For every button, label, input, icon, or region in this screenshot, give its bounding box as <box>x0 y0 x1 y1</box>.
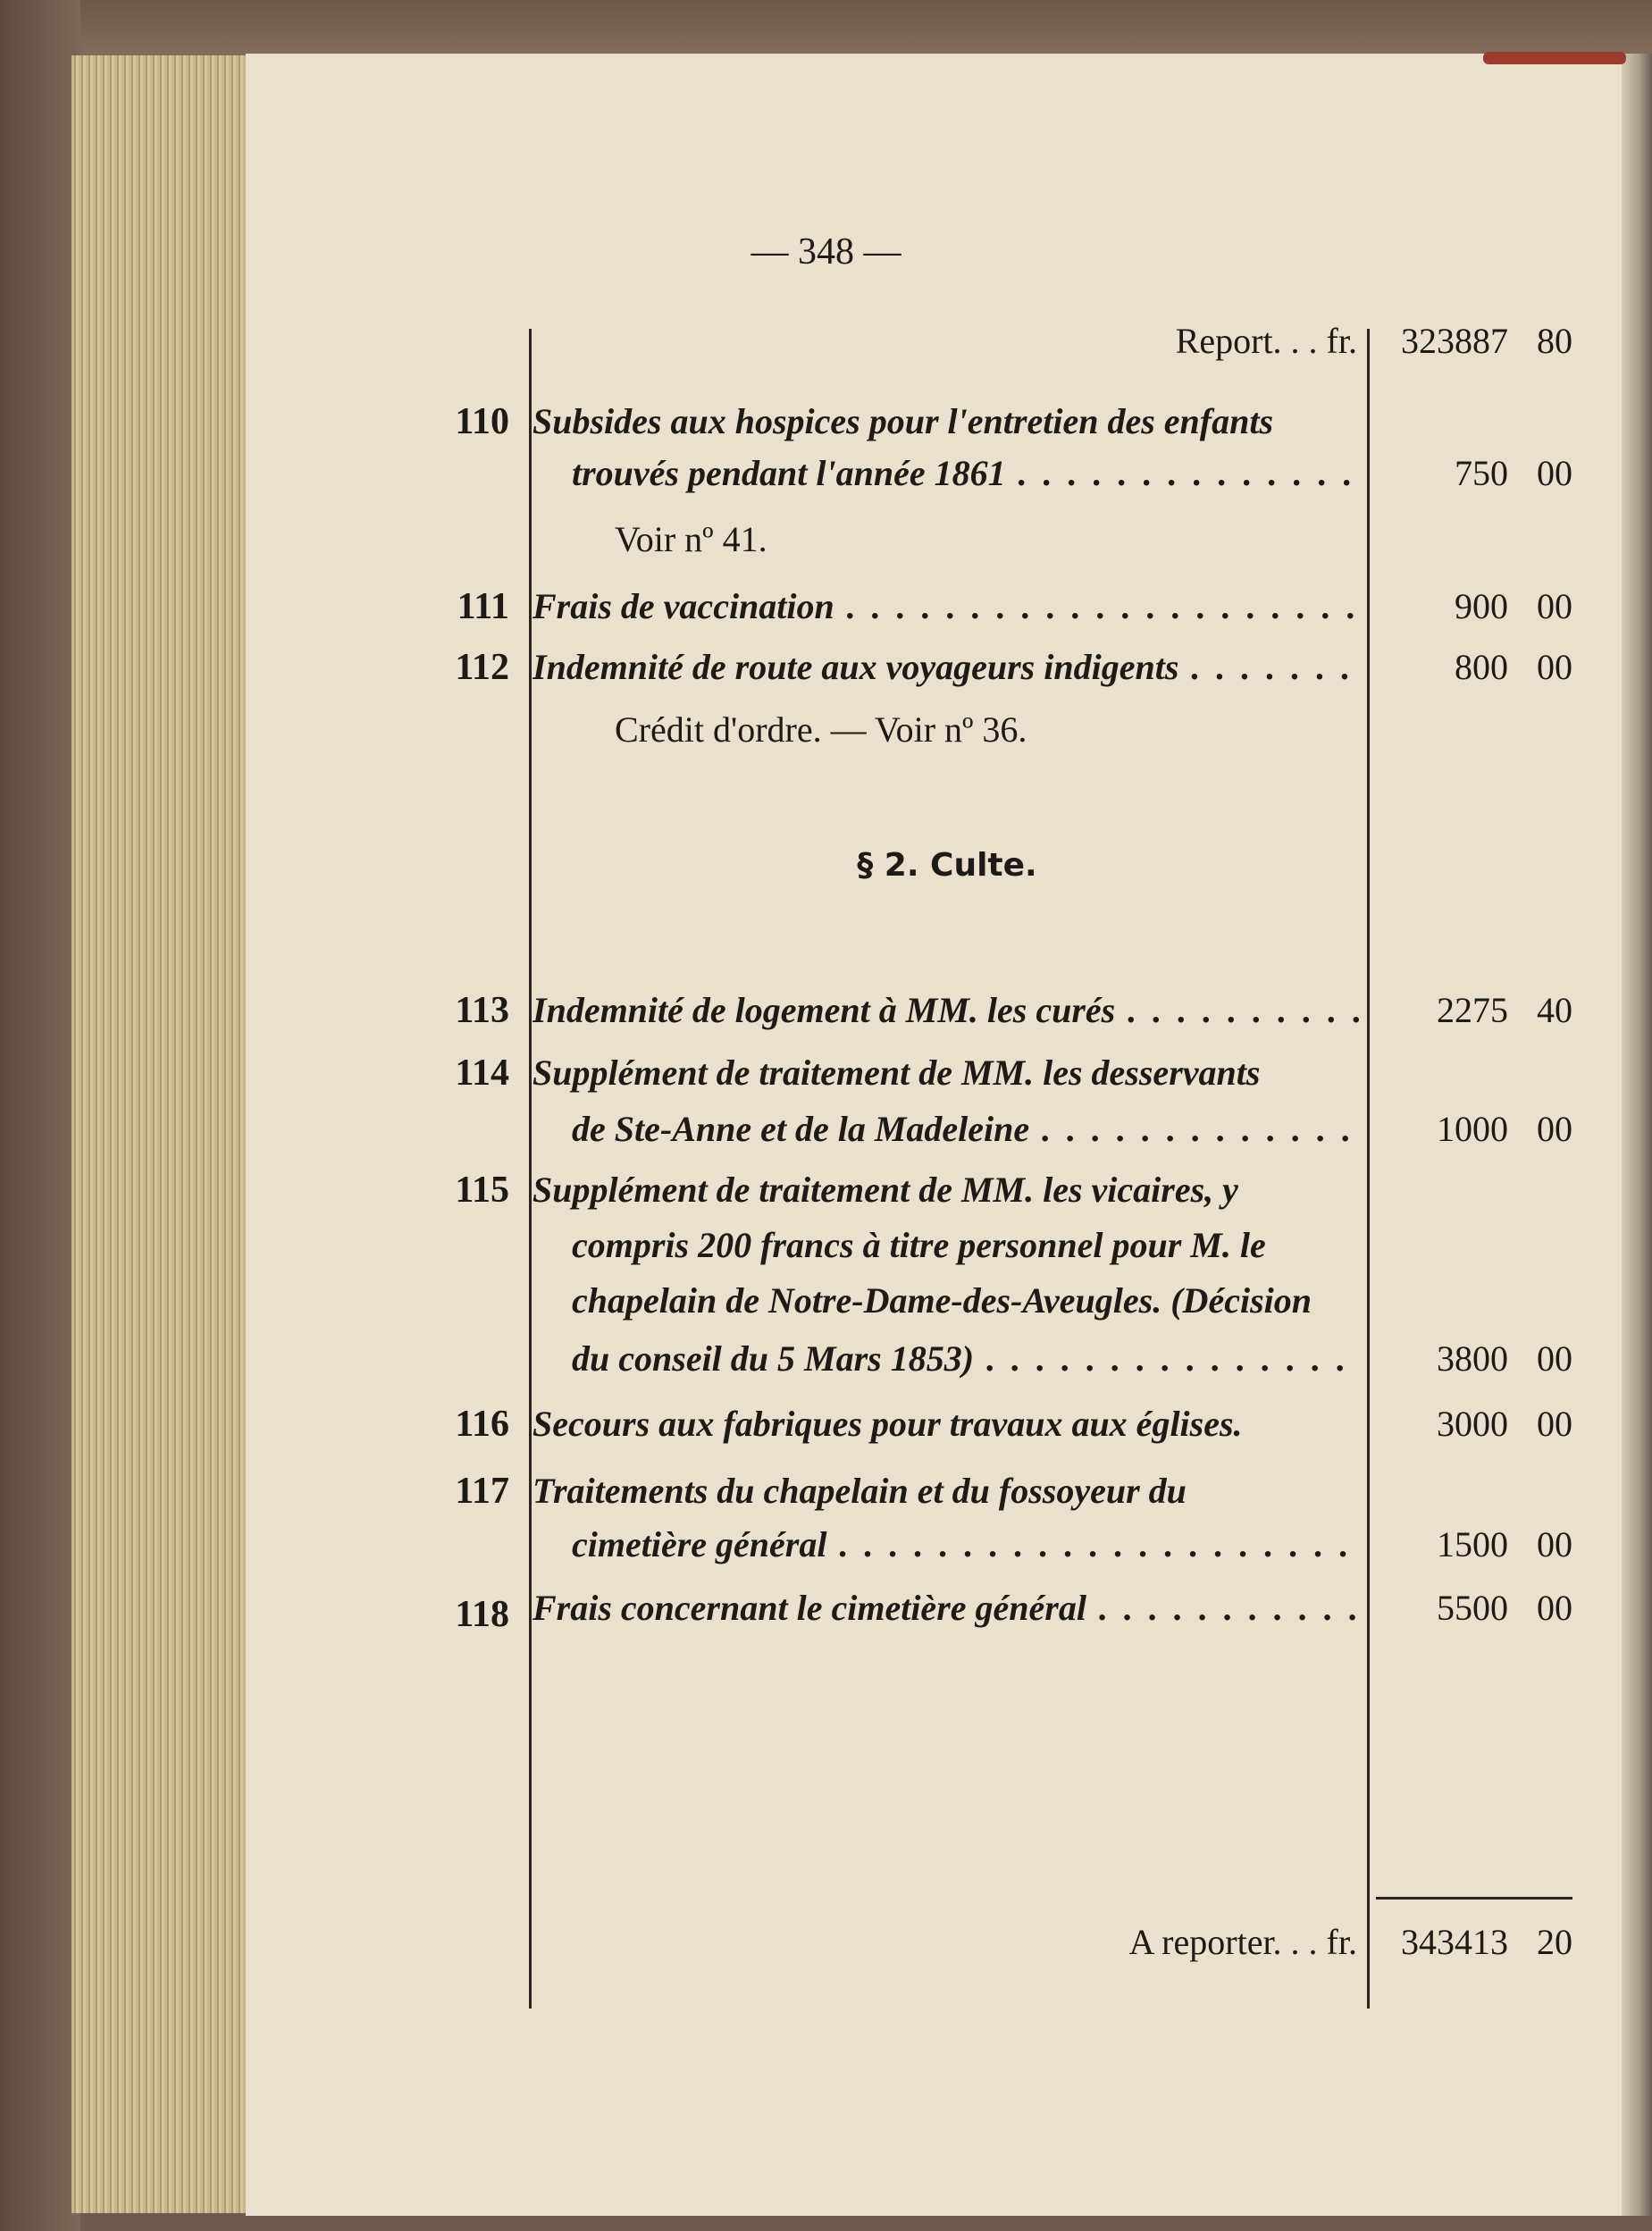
item-description-line: Indemnité de route aux voyageurs indigents . . . <box>532 647 1362 687</box>
item-number: 110 <box>455 401 509 442</box>
item-number: 114 <box>455 1053 509 1094</box>
item-description-line: Frais concernant le cimetière général . . . <box>532 1588 1362 1628</box>
item-description-line: du conseil du 5 Mars 1853) . . . <box>572 1338 1362 1379</box>
item-description-line: cimetière général . . . <box>572 1524 1362 1564</box>
item-amount <box>1376 1587 1572 1629</box>
item-amount <box>1376 1108 1572 1150</box>
carry-forward-amount <box>1376 1921 1572 1963</box>
report-amount <box>1376 320 1572 362</box>
item-number: 115 <box>455 1170 509 1211</box>
amount-units: 2275 <box>1437 990 1508 1030</box>
book-gutter <box>1622 54 1652 2216</box>
item-amount <box>1376 1523 1572 1565</box>
item-description-line: Supplément de traitement de MM. les desservants <box>532 1053 1261 1093</box>
item-amount <box>1376 1338 1572 1380</box>
amount-units: 1000 <box>1437 1109 1508 1149</box>
item-number: 117 <box>455 1471 509 1512</box>
item-number: 111 <box>457 586 509 627</box>
item-amount <box>1376 646 1572 688</box>
item-description-line: Secours aux fabriques pour travaux aux églises. <box>532 1404 1243 1444</box>
report-label: Report. . . fr. <box>1175 321 1357 361</box>
item-description-line: Traitements du chapelain et du fossoyeur du <box>532 1471 1187 1511</box>
column-rule-right <box>1367 329 1370 2009</box>
amount-cents: 00 <box>1537 453 1572 493</box>
amount-cents: 00 <box>1537 586 1572 626</box>
book-cover-left <box>0 0 80 2231</box>
cross-reference-note: Crédit d'ordre. — Voir nº 36. <box>615 709 1027 750</box>
item-number: 118 <box>455 1594 509 1635</box>
amount-units: 900 <box>1455 586 1508 626</box>
amount-cents: 00 <box>1537 1404 1572 1444</box>
amount-units: 3000 <box>1437 1404 1508 1444</box>
item-description-line: chapelain de Notre-Dame-des-Aveugles. (Décision <box>572 1280 1312 1321</box>
amount-units: 1500 <box>1437 1524 1508 1564</box>
item-description-line: Supplément de traitement de MM. les vicaires, y <box>532 1170 1238 1210</box>
amount-cents: 40 <box>1537 990 1572 1030</box>
amount-units: 5500 <box>1437 1588 1508 1628</box>
item-description-line: Subsides aux hospices pour l'entretien des enfants <box>532 401 1274 441</box>
item-amount <box>1376 452 1572 494</box>
item-description-line: compris 200 francs à titre personnel pour M. le <box>572 1225 1266 1265</box>
item-number: 112 <box>455 647 509 688</box>
item-amount <box>1376 989 1572 1031</box>
amount-units: 750 <box>1455 453 1508 493</box>
amount-cents: 00 <box>1537 1588 1572 1628</box>
item-number: 116 <box>455 1404 509 1445</box>
amount-cents: 00 <box>1537 1109 1572 1149</box>
amount-cents: 00 <box>1537 1524 1572 1564</box>
amount-cents: 00 <box>1537 1338 1572 1379</box>
amount-units: 323887 <box>1401 321 1508 361</box>
item-description-line: trouvés pendant l'année 1861 . . . <box>572 453 1362 493</box>
item-amount <box>1376 1403 1572 1445</box>
cross-reference-note: Voir nº 41. <box>615 519 767 559</box>
item-description-line: de Ste-Anne et de la Madeleine . . . <box>572 1109 1362 1149</box>
amount-units: 800 <box>1455 647 1508 687</box>
item-amount <box>1376 585 1572 627</box>
item-description-line: Indemnité de logement à MM. les curés . . . <box>532 990 1362 1030</box>
amount-units: 343413 <box>1401 1922 1508 1962</box>
total-rule <box>1376 1897 1572 1900</box>
ribbon-mark <box>1483 52 1626 64</box>
column-rule-left <box>529 329 532 2009</box>
section-heading: § 2. Culte. <box>857 847 1037 884</box>
amount-units: 3800 <box>1437 1338 1508 1379</box>
item-description-line: Frais de vaccination . . . <box>532 586 1362 626</box>
page-edges <box>71 55 250 2213</box>
item-number: 113 <box>455 990 509 1031</box>
amount-cents: 80 <box>1537 321 1572 361</box>
page-number: — 348 — <box>751 231 901 273</box>
amount-cents: 20 <box>1537 1922 1572 1962</box>
carry-forward-label: A reporter. . . fr. <box>1128 1922 1357 1962</box>
amount-cents: 00 <box>1537 647 1572 687</box>
